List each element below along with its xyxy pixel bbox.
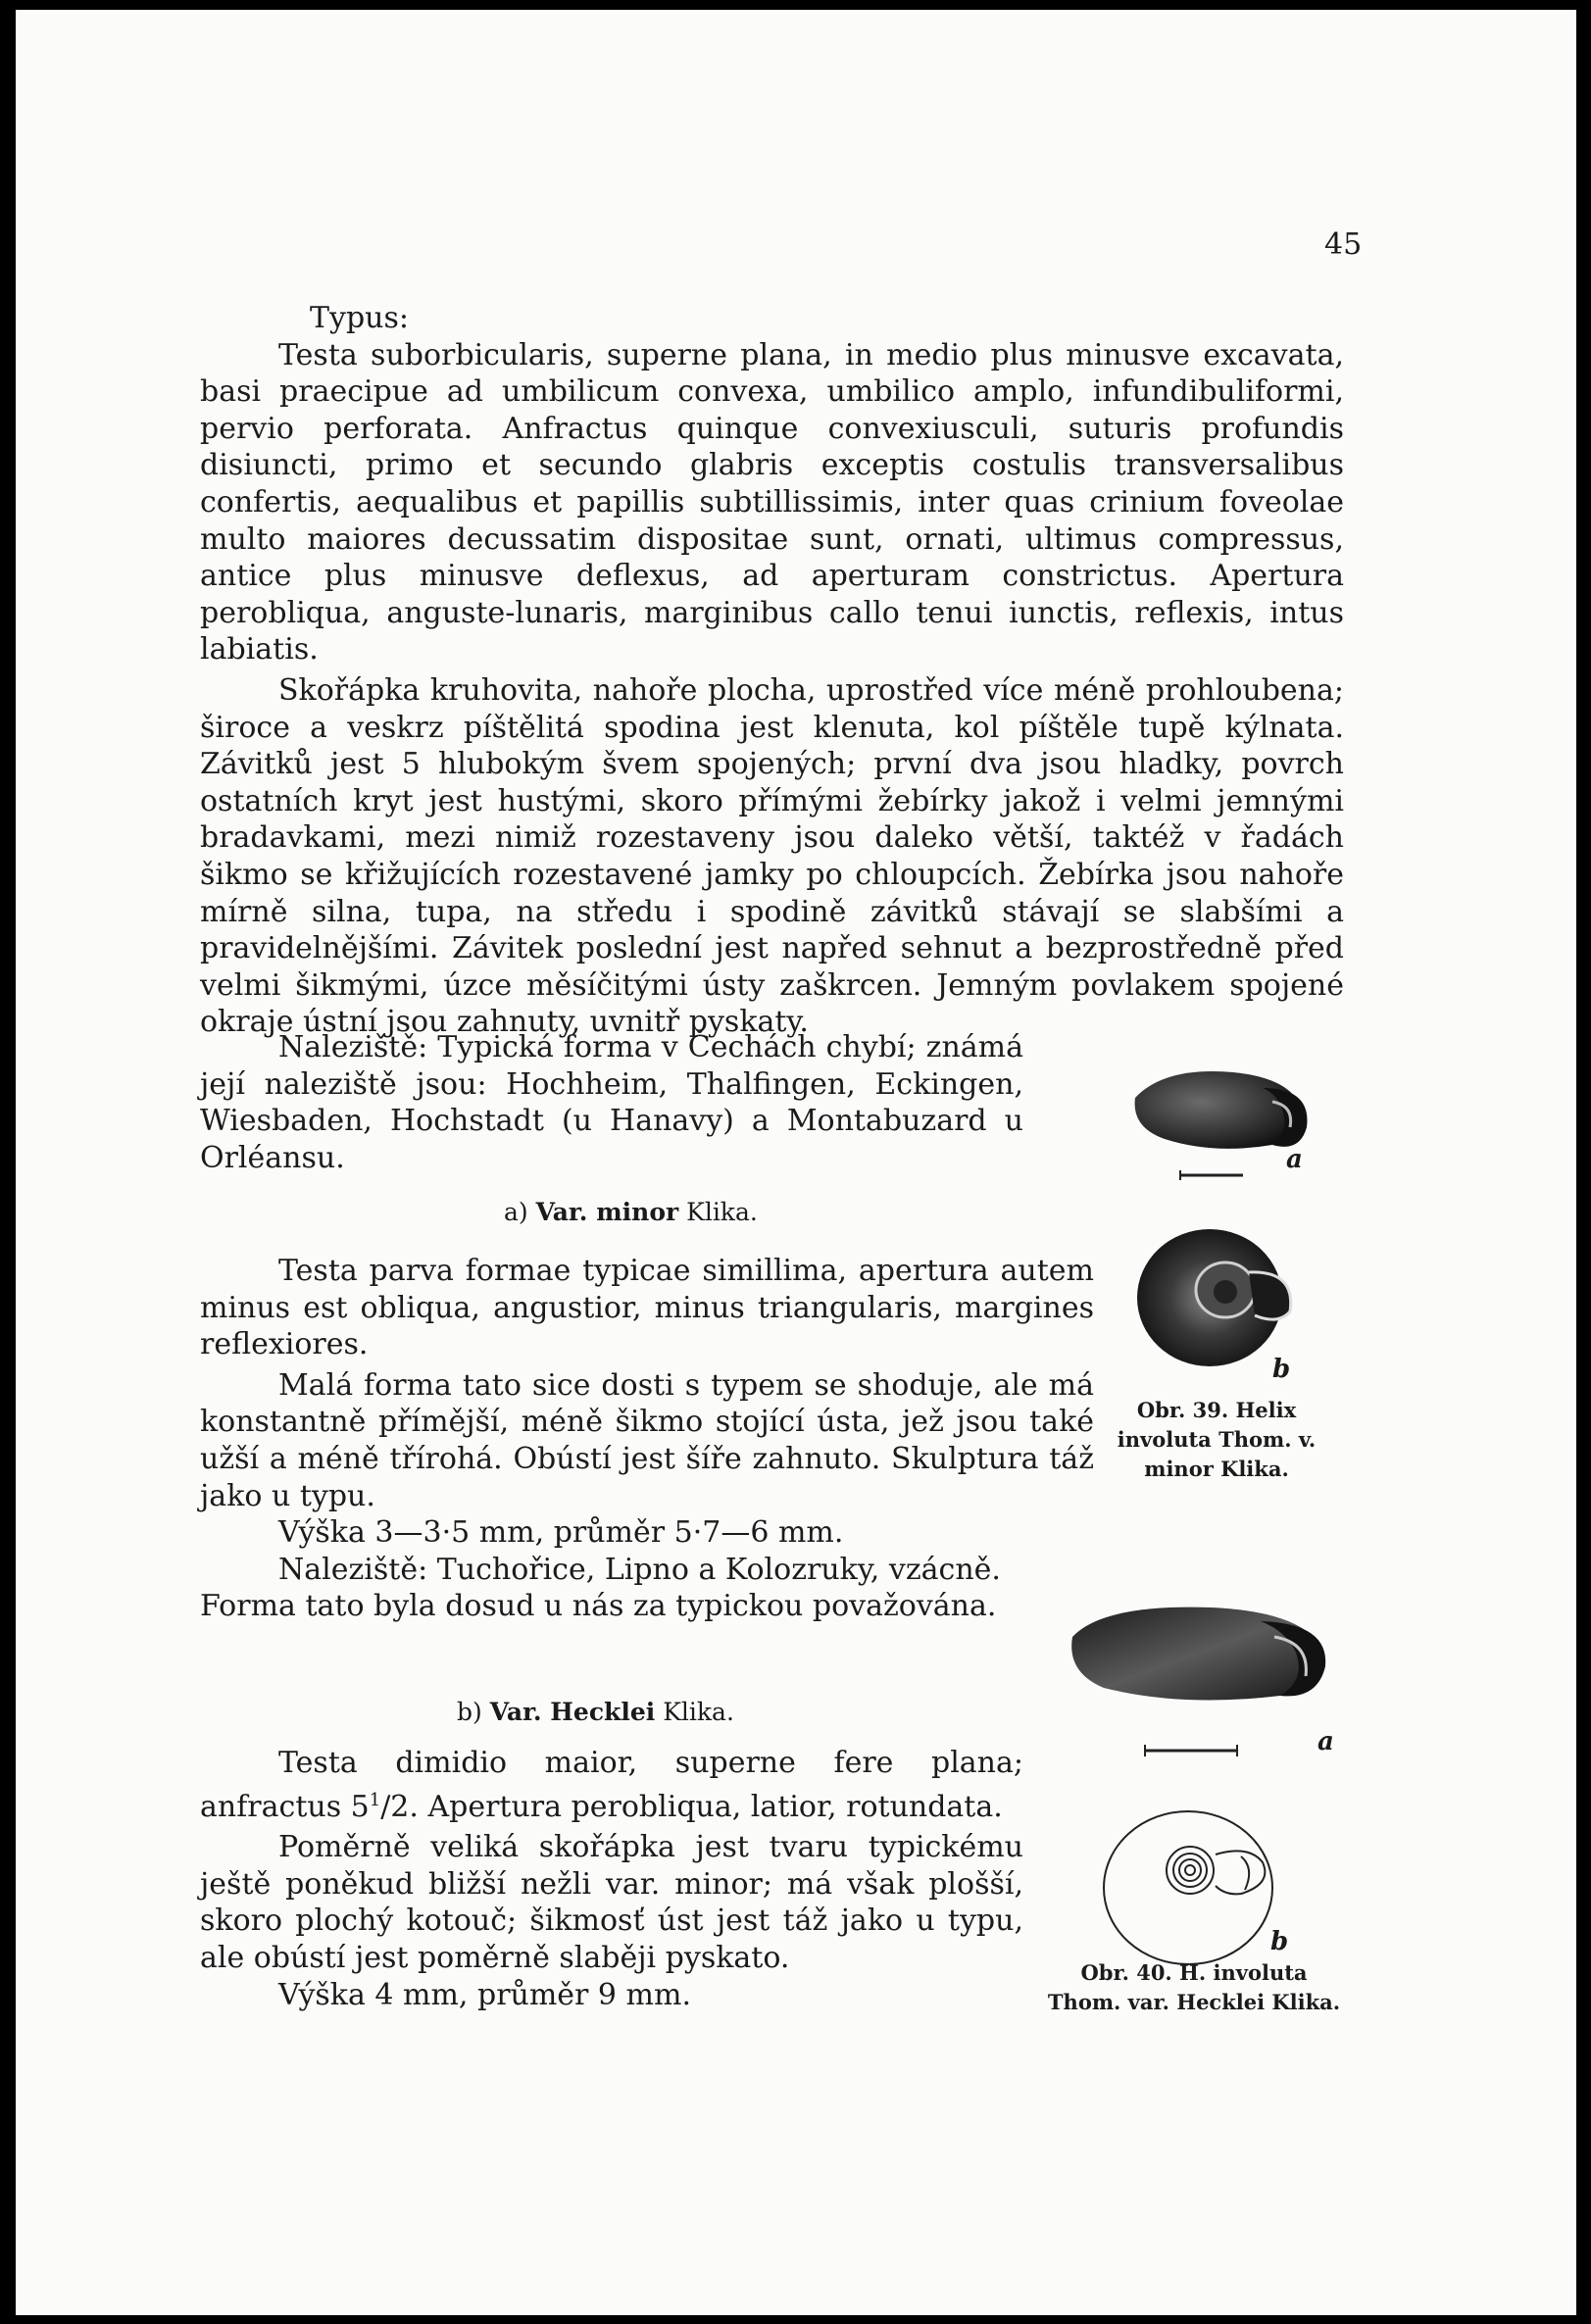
fig40-label-a: a: [1318, 1727, 1334, 1756]
typus-label: Typus:: [310, 301, 409, 335]
var-minor-czech: Malá forma tato sice dosti s typem se shoduje, ale má konstantně přímější, méně šikmo stojící ústa, jež jsou také užší a méně třírohá. Obústí jest šíře zahnuto. Skulptura táž jako u typu.: [200, 1367, 1094, 1513]
fig39-label-b: b: [1272, 1355, 1291, 1384]
fig39a-scale-bar: [1178, 1170, 1247, 1180]
fig40-caption: Obr. 40. H. involuta Thom. var. Hecklei Klika.: [1047, 1960, 1341, 2014]
var-hecklei-czech: Poměrně veliká skořápka jest tvaru typickému ještě poněkud bližší nežli var. minor; má však plošší, skoro plochý kotouč; šikmosť úst jest táž jako u typu, ale obústí jest poměrně slaběji pyskato.: [200, 1830, 1023, 1975]
typus-section: [200, 300, 1344, 1041]
fig39-caption: Obr. 39. Helix involuta Thom. v. minor Klika.: [1117, 1398, 1317, 1481]
var-minor-latin: Testa parva formae typicae simillima, apertura autem minus est obliqua, angustior, minus triangularis, margines reflexiores.: [200, 1254, 1094, 1362]
var-hecklei-size: Výška 4 mm, průměr 9 mm.: [278, 1977, 691, 2012]
fig40a-scale-bar: [1143, 1745, 1241, 1756]
fig40a-shell-side-view: [1065, 1598, 1339, 1715]
var-minor-size: Výška 3—3·5 mm, průměr 5·7—6 mm.: [278, 1515, 844, 1551]
page-number: 45: [1324, 227, 1363, 262]
fig39-label-a: a: [1286, 1145, 1303, 1174]
typus-czech-description: Skořápka kruhovita, nahoře plocha, uprostřed více méně prohloubena; široce a veskrz píštělitá spodina jest klenuta, kol píštěle tupě kýlnata. Závitků jest 5 hlubokým švem spojených; první dva jsou hladky, povrch ostatních kryt jest hustými, skoro přímými žebírky jakož i velmi jemnými bradavkami, mezi nimiž rozestaveny jsou daleko větší, taktéž v řadách šikmo se křižujících rozestavené jamky po chloupcích. Žebírka jsou nahoře mírně silna, tupa, na středu i spodině závitků stávají se slabšími a pravidelnějšími. Závitek poslední jest napřed sehnut a bezprostředně před velmi šikmými, úzce měsíčitými ústy zaškrcen. Jemným povlakem spojené okraje ústní jsou zahnuty, uvnitř pyskaty.: [200, 672, 1344, 1040]
typus-latin-description: Testa suborbicularis, superne plana, in medio plus minusve excavata, basi praecipue ad umbilicum convexa, umbilico amplo, infundibuliformi, pervio perforata. Anfractus quinque convexiusculi, suturis profundis disiuncti, primo et secundo glabris exceptis costulis transversalibus confertis, aequalibus et papillis subtillissimis, inter quas crinium foveolae multo maiores decussatim dispositae sunt, ornati, ultimus compressus, antice plus minusve deflexus, ad aperturam constrictus. Apertura perobliqua, anguste-lunaris, marginibus callo tenui iunctis, reflexis, intus labiatis.: [200, 337, 1344, 668]
fig40b-shell-outline-drawing: [1094, 1794, 1290, 1970]
fig40-label-b: b: [1270, 1927, 1289, 1956]
var-minor-section: [200, 1253, 1094, 1625]
var-hecklei-name: Var. Hecklei: [489, 1698, 656, 1726]
var-minor-locality: Naleziště: Tuchořice, Lipno a Kolozruky, vzácně.: [278, 1552, 1001, 1587]
var-minor-name: Var. minor: [535, 1198, 679, 1226]
var-hecklei-latin: Testa dimidio maior, superne fere plana; anfractus $5^1/2$. Apertura perobliqua, latior, rotundata.: [200, 1746, 1023, 1824]
var-minor-note: Forma tato byla dosud u nás za typickou považována.: [200, 1589, 997, 1624]
var-hecklei-heading: b) Var. Hecklei Klika.: [457, 1698, 734, 1726]
fig39b-shell-top-view: [1131, 1223, 1298, 1370]
var-hecklei-section: [200, 1745, 1023, 2013]
var-minor-heading: a) Var. minor Klika.: [504, 1198, 758, 1226]
typus-locality: Naleziště: Typická forma v Čechách chybí; známá její naleziště jsou: Hochheim, Thalfingen, Eckingen, Wiesbaden, Hochstadt (u Hanavy) a Montabuzard u Orléansu.: [200, 1030, 1023, 1175]
book-page: [16, 10, 1576, 2315]
